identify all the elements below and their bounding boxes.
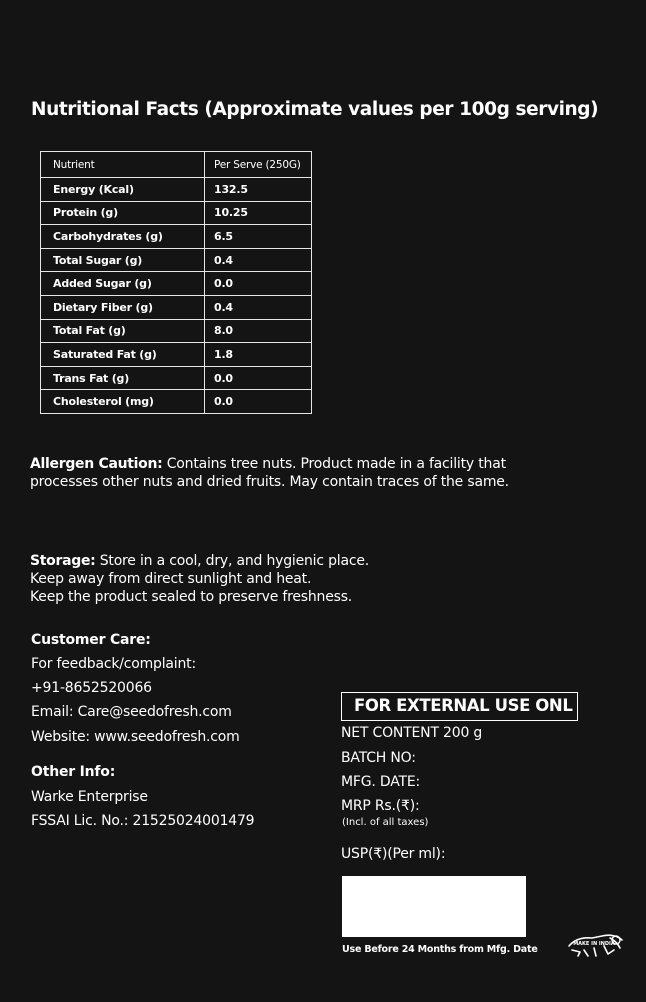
allergen-label: Allergen Caution: — [30, 456, 163, 472]
nutrient-name: Energy (Kcal) — [41, 178, 205, 202]
feedback-text: For feedback/complaint: — [31, 656, 196, 672]
price-sticker-area — [342, 876, 526, 937]
table-header-row — [41, 152, 312, 178]
nutrient-name: Trans Fat (g) — [41, 366, 205, 390]
table-row — [41, 295, 312, 319]
table-row — [41, 225, 312, 249]
other-info-heading: Other Info: — [31, 764, 116, 780]
nutrient-value: 0.0 — [205, 366, 312, 390]
make-in-india-lion-icon — [566, 928, 624, 958]
mfg-date: MFG. DATE: — [341, 774, 421, 790]
storage-text-3: Keep the product sealed to preserve freshness. — [30, 589, 353, 605]
nutrient-name: Carbohydrates (g) — [41, 225, 205, 249]
nutrition-title: Nutritional Facts (Approximate values per 100g serving) — [31, 99, 599, 120]
nutrient-name: Cholesterol (mg) — [41, 390, 205, 414]
nutrient-name: Dietary Fiber (g) — [41, 295, 205, 319]
nutrient-name: Saturated Fat (g) — [41, 343, 205, 367]
website-text: Website: www.seedofresh.com — [31, 729, 240, 745]
nutrient-value: 0.4 — [205, 248, 312, 272]
incl-taxes: (Incl. of all taxes) — [342, 817, 429, 828]
customer-care-heading: Customer Care: — [31, 632, 151, 648]
table-row — [41, 272, 312, 296]
table-row — [41, 343, 312, 367]
nutrient-name: Total Sugar (g) — [41, 248, 205, 272]
usp-label: USP(₹)(Per ml): — [341, 846, 446, 862]
nutrition-table — [40, 151, 312, 414]
fssai-number: FSSAI Lic. No.: 21525024001479 — [31, 813, 255, 829]
nutrient-value: 132.5 — [205, 178, 312, 202]
storage-text-1: Store in a cool, dry, and hygienic place. — [95, 553, 370, 569]
phone-number: +91-8652520066 — [31, 680, 152, 696]
email-text: Email: Care@seedofresh.com — [31, 704, 232, 720]
external-use-box: FOR EXTERNAL USE ONL — [341, 692, 578, 721]
table-row — [41, 390, 312, 414]
nutrient-value: 0.4 — [205, 295, 312, 319]
storage-text-2: Keep away from direct sunlight and heat. — [30, 571, 312, 587]
table-row — [41, 319, 312, 343]
batch-no: BATCH NO: — [341, 750, 416, 766]
company-name: Warke Enterprise — [31, 789, 148, 805]
nutrient-value: 0.0 — [205, 272, 312, 296]
header-per-serve: Per Serve (250G) — [205, 152, 312, 178]
storage-line-1 — [30, 552, 369, 570]
nutrient-name: Added Sugar (g) — [41, 272, 205, 296]
nutrient-name: Protein (g) — [41, 201, 205, 225]
nutrient-value: 1.8 — [205, 343, 312, 367]
use-before-text: Use Before 24 Months from Mfg. Date — [342, 944, 538, 955]
allergen-text-1: Contains tree nuts. Product made in a facility that — [162, 456, 506, 472]
allergen-line-1 — [30, 455, 509, 473]
storage-label: Storage: — [30, 553, 96, 569]
logo-text: MAKE IN INDIA — [573, 941, 615, 947]
table-row — [41, 201, 312, 225]
header-nutrient: Nutrient — [41, 152, 205, 178]
net-content: NET CONTENT 200 g — [341, 725, 483, 741]
nutrient-value: 10.25 — [205, 201, 312, 225]
table-row — [41, 178, 312, 202]
storage-info — [30, 552, 369, 606]
table-row — [41, 248, 312, 272]
allergen-text-2: processes other nuts and dried fruits. May contain traces of the same. — [30, 474, 509, 490]
nutrient-value: 8.0 — [205, 319, 312, 343]
allergen-caution — [30, 455, 509, 491]
mrp-label: MRP Rs.(₹): — [341, 798, 420, 814]
nutrient-value: 6.5 — [205, 225, 312, 249]
nutrient-value: 0.0 — [205, 390, 312, 414]
nutrient-name: Total Fat (g) — [41, 319, 205, 343]
table-row — [41, 366, 312, 390]
